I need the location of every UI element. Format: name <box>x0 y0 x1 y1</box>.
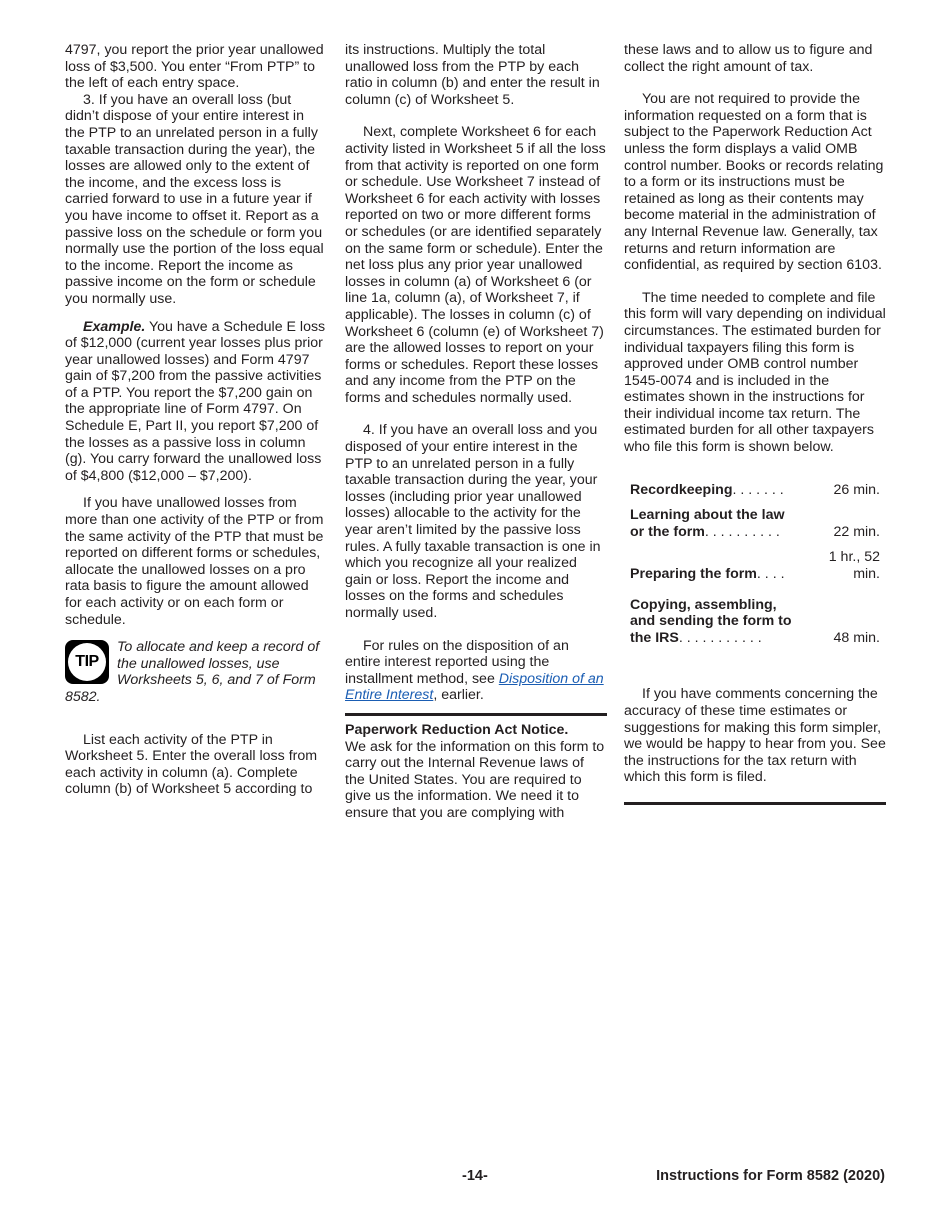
tip-icon: TIP <box>65 640 109 684</box>
example-text: You have a Schedule E loss of $12,000 (current year losses plus prior year unallowed losses) and Form 4797 gain of $7,200 from the passive activities of a PTP. You report the $7,200 gain on the appropriate line of Form 4797. On Schedule E, Part II, you report $7,200 of the losses as a passive loss in column (g). You carry forward the unallowed loss of $4,800 ($12,000 – $7,200). <box>65 318 326 484</box>
paragraph-next-worksheet: Next, complete Worksheet 6 for each activity listed in Worksheet 5 if all the loss from that activity is reported on one form or schedule. Use Worksheet 7 instead of Worksheet 6 for each activity with losses reported on two or more different forms or schedules (or are identified separately on the same form or schedule). Enter the net loss plus any prior year unallowed losses in column (a) of Worksheet 6 (or line 1a, column (a), of Worksheet 7, if applicable). The losses in column (c) of Worksheet 6 (column (e) of Worksheet 7) are the allowed losses to report on your forms or schedules. Report these losses and any income from the PTP on the forms and schedules normally used. <box>345 124 606 406</box>
burden-row: Learning about the law or the form. . . . . . . . . . 22 min. <box>630 507 880 540</box>
notice-text: We ask for the information on this form to carry out the Internal Revenue laws of the United States. You are required to give us the information. We need it to ensure that you are complying with <box>345 738 605 821</box>
paragraph-omb: You are not required to provide the information requested on a form that is subject to the Paperwork Reduction Act unless the form displays a valid OMB control number. Books or records relating to a form or its instructions must be retained as long as their contents may become material in the administration of any Internal Revenue law. Generally, tax returns and return information are confidential, as required by section 6103. <box>624 91 884 274</box>
end-divider <box>624 802 886 805</box>
paragraph-example <box>65 319 327 485</box>
tip-text: To allocate and keep a record of the unallowed losses, use Worksheets 5, 6, and 7 of Form 8582. <box>65 639 320 705</box>
example-label: Example. <box>83 318 146 335</box>
paragraph-multi-activity: If you have unallowed losses from more than one activity of the PTP or from the same activity of the PTP that must be reported on different forms or schedules, allocate the unallowed losses on a pro rata basis to figure the amount allowed for each activity or on each form or schedule. <box>65 495 324 628</box>
burden-row: Recordkeeping. . . . . . . 26 min. <box>630 481 880 498</box>
paragraph-3: 3. If you have an overall loss (but didn’t dispose of your entire interest in the PTP to an unrelated person in a fully taxable transaction during the year), the losses are allowed only to the extent of the income, and the excess loss is carried forward to use in a future year if you have income to offset it. Report as a passive loss on the schedule or form you normally use the portion of the loss equal to the income. Report the income as passive income on the form or schedule you normally use. <box>65 91 324 307</box>
column-1 <box>65 42 327 798</box>
column-2 <box>345 42 607 822</box>
burden-row: Preparing the form. . . . 1 hr., 52 min. <box>630 549 880 583</box>
section-divider <box>345 713 607 716</box>
paragraph-continuation: its instructions. Multiply the total unallowed loss from the PTP by each ratio in column (b) and enter the result in column (c) of Worksheet 5. <box>345 42 600 108</box>
paragraph-time-estimate: The time needed to complete and file this form will vary depending on individual circumstances. The estimated burden for individual taxpayers filing this form is approved under OMB control number 1545-0074 and is included in the estimates shown in the instructions for their individual income tax return. The estimated burden for all other taxpayers who file this form is shown below. <box>624 289 886 456</box>
paragraph-comments: If you have comments concerning the accuracy of these time estimates or suggestions for making this form simpler, we would be happy to hear from you. See the instructions for the tax return with which this form is filed. <box>624 686 886 786</box>
disposition-link[interactable]: Disposition of an Entire Interest <box>345 670 604 704</box>
paragraph-intro: 4797, you report the prior year unallowed loss of $3,500. You enter “From PTP” to the left of each entry space. <box>65 42 324 92</box>
page-number: -14- <box>462 1168 488 1184</box>
column-3 <box>624 42 886 805</box>
paragraph-continuation: these laws and to allow us to figure and collect the right amount of tax. <box>624 42 873 75</box>
burden-table <box>630 482 880 647</box>
burden-row: Copying, assembling, and sending the form to the IRS. . . . . . . . . . . 48 min. <box>630 596 880 646</box>
paragraph-disposition-rules: For rules on the disposition of an entire interest reported using the installment method, see Disposition of an Entire Interest, earlier. <box>345 637 604 704</box>
tip-box <box>65 639 327 705</box>
form-title: Instructions for Form 8582 (2020) <box>656 1168 885 1184</box>
notice-title: Paperwork Reduction Act Notice. <box>345 721 569 738</box>
paperwork-notice <box>345 722 607 822</box>
paragraph-4: 4. If you have an overall loss and you disposed of your entire interest in the PTP to an unrelated person in a fully taxable transaction during the year, your losses (including prior year unallowed losses) allocable to the activity for the year aren’t limited by the passive loss rules. A fully taxable transaction is one in which you recognize all your realized gain or loss. Report the income and losses on the forms and schedules normally used. <box>345 422 601 621</box>
paragraph-list-activity: List each activity of the PTP in Worksheet 5. Enter the overall loss from each activity in column (a). Complete column (b) of Worksheet 5 according to <box>65 731 318 798</box>
